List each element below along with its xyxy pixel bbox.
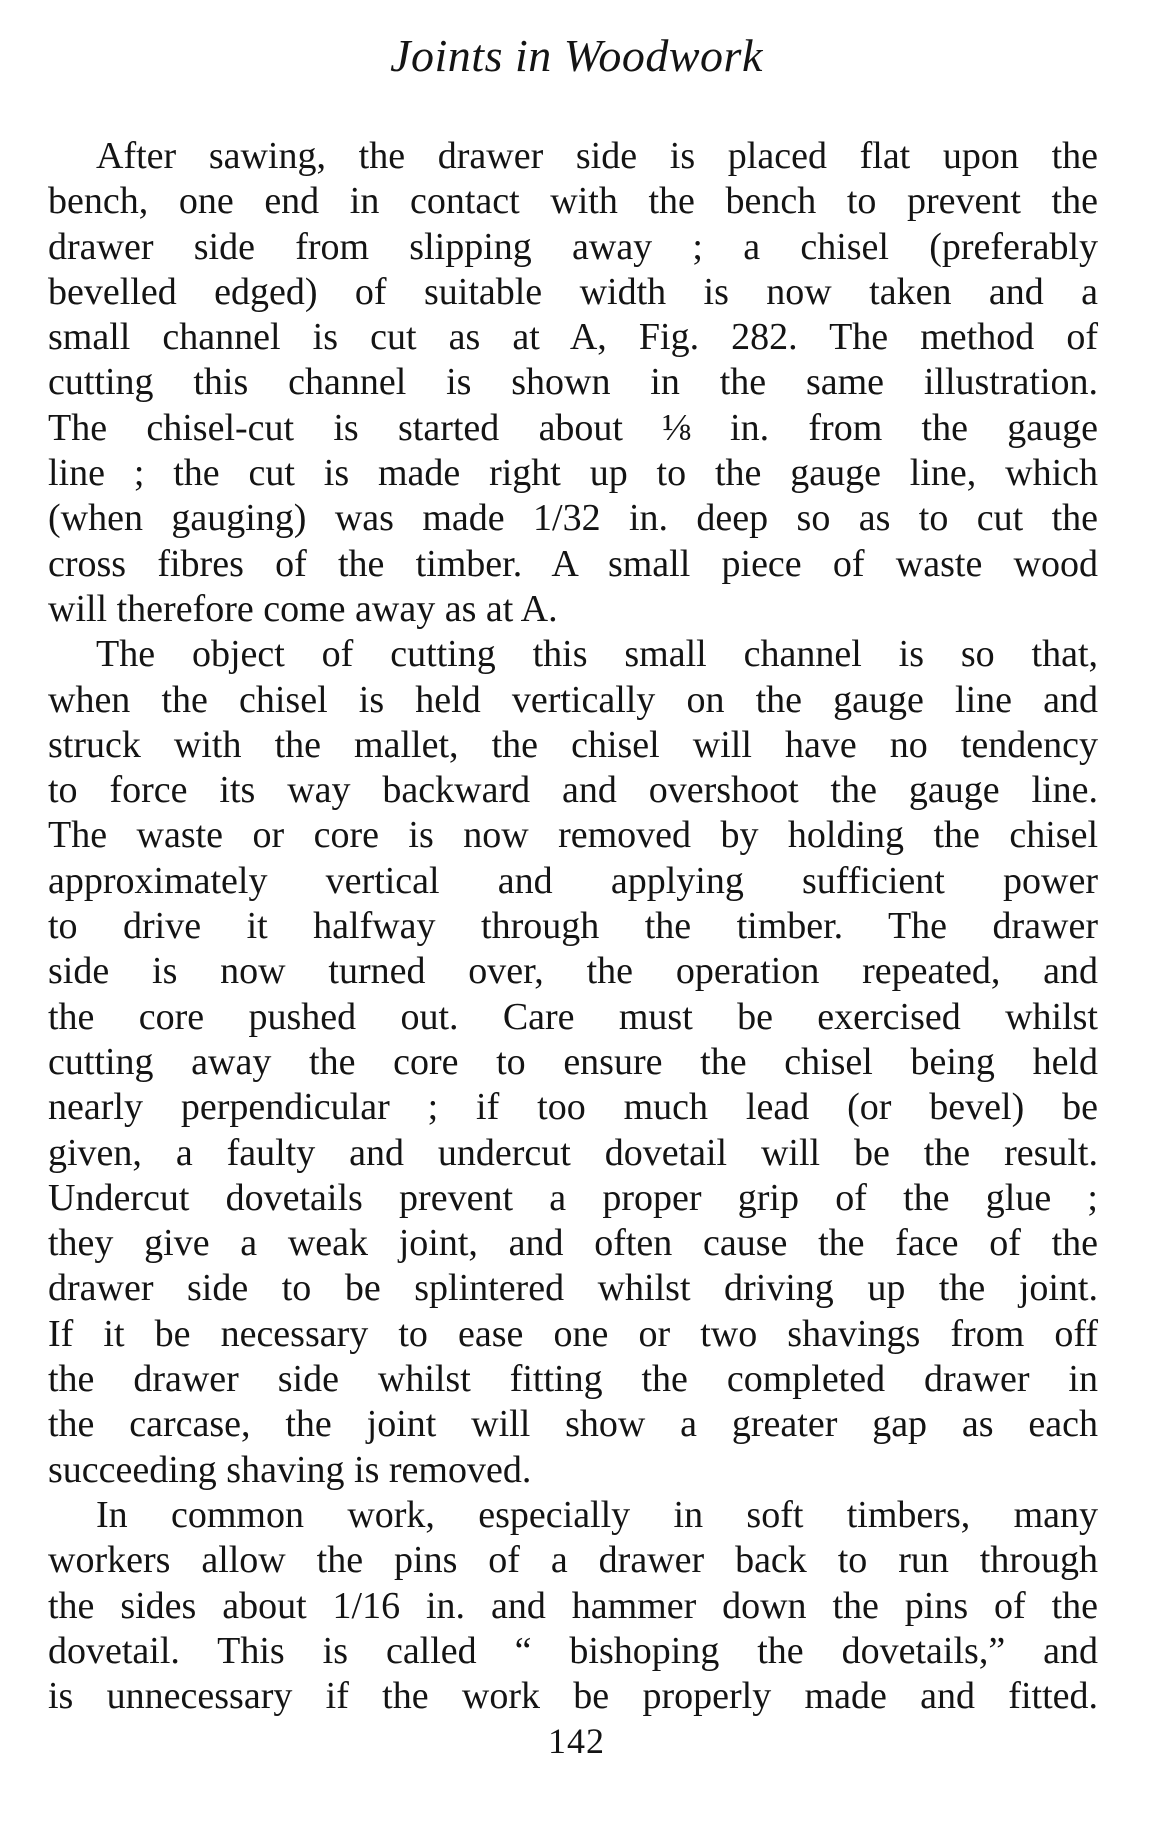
text-line: If it be necessary to ease one or two shavings from off bbox=[48, 1312, 1098, 1355]
running-head-title: Joints in Woodwork bbox=[390, 30, 763, 81]
body-text bbox=[48, 134, 1098, 1719]
paragraph-3 bbox=[48, 1493, 1098, 1719]
text-line: cross fibres of the timber. A small piece of waste wood bbox=[48, 542, 1098, 585]
text-line: nearly perpendicular ; if too much lead (or bevel) be bbox=[48, 1086, 1098, 1129]
text-line: is unnecessary if the work be properly made and fitted. bbox=[48, 1675, 1098, 1718]
text-line: the sides about 1/16 in. and hammer down the pins of the bbox=[48, 1584, 1098, 1627]
text-line: to force its way backward and overshoot the gauge line. bbox=[48, 769, 1098, 812]
text-line: given, a faulty and undercut dovetail will be the result. bbox=[48, 1131, 1098, 1174]
text-line: The waste or core is now removed by holding the chisel bbox=[48, 814, 1098, 857]
text-line: approximately vertical and applying sufficient power bbox=[48, 859, 1098, 902]
text-line: to drive it halfway through the timber. The drawer bbox=[48, 905, 1098, 948]
text-line: line ; the cut is made right up to the gauge line, which bbox=[48, 452, 1098, 495]
text-line: the carcase, the joint will show a greater gap as each bbox=[48, 1403, 1098, 1446]
text-line: Undercut dovetails prevent a proper grip of the glue ; bbox=[48, 1176, 1098, 1219]
text-line: small channel is cut as at A, Fig. 282. The method of bbox=[48, 316, 1098, 359]
text-line: cutting this channel is shown in the same illustration. bbox=[48, 361, 1098, 404]
page-number: 142 bbox=[548, 1721, 605, 1761]
text-line: side is now turned over, the operation repeated, and bbox=[48, 950, 1098, 993]
text-line: After sawing, the drawer side is placed flat upon the bbox=[96, 135, 1098, 177]
text-line: workers allow the pins of a drawer back to run through bbox=[48, 1539, 1098, 1582]
text-line: bevelled edged) of suitable width is now taken and a bbox=[48, 270, 1098, 313]
text-line: drawer side from slipping away ; a chisel (preferably bbox=[48, 225, 1098, 268]
text-line: The object of cutting this small channel is so that, bbox=[96, 633, 1098, 676]
text-line: (when gauging) was made 1/32 in. deep so as to cut the bbox=[48, 497, 1098, 540]
text-line: succeeding shaving is removed. bbox=[48, 1448, 532, 1491]
text-line: dovetail. This is called “ bishoping the dovetails,” and bbox=[48, 1629, 1098, 1672]
text-line: when the chisel is held vertically on the gauge line and bbox=[48, 678, 1098, 721]
paragraph-2 bbox=[48, 632, 1098, 1493]
text-line: cutting away the core to ensure the chisel being held bbox=[48, 1040, 1098, 1083]
text-line: bench, one end in contact with the bench to prevent the bbox=[48, 180, 1098, 223]
text-line: struck with the mallet, the chisel will have no tendency bbox=[48, 723, 1098, 766]
text-line: In common work, especially in soft timbers, many bbox=[96, 1493, 1098, 1536]
text-line: the core pushed out. Care must be exercised whilst bbox=[48, 995, 1098, 1038]
text-line: they give a weak joint, and often cause the face of the bbox=[48, 1222, 1098, 1265]
text-line: the drawer side whilst fitting the completed drawer in bbox=[48, 1358, 1098, 1401]
text-line: drawer side to be splintered whilst driving up the joint. bbox=[48, 1267, 1098, 1310]
paragraph-1 bbox=[48, 134, 1098, 632]
text-line: The chisel-cut is started about ⅛ in. from the gauge bbox=[48, 406, 1098, 449]
text-line: will therefore come away as at A. bbox=[48, 587, 558, 630]
